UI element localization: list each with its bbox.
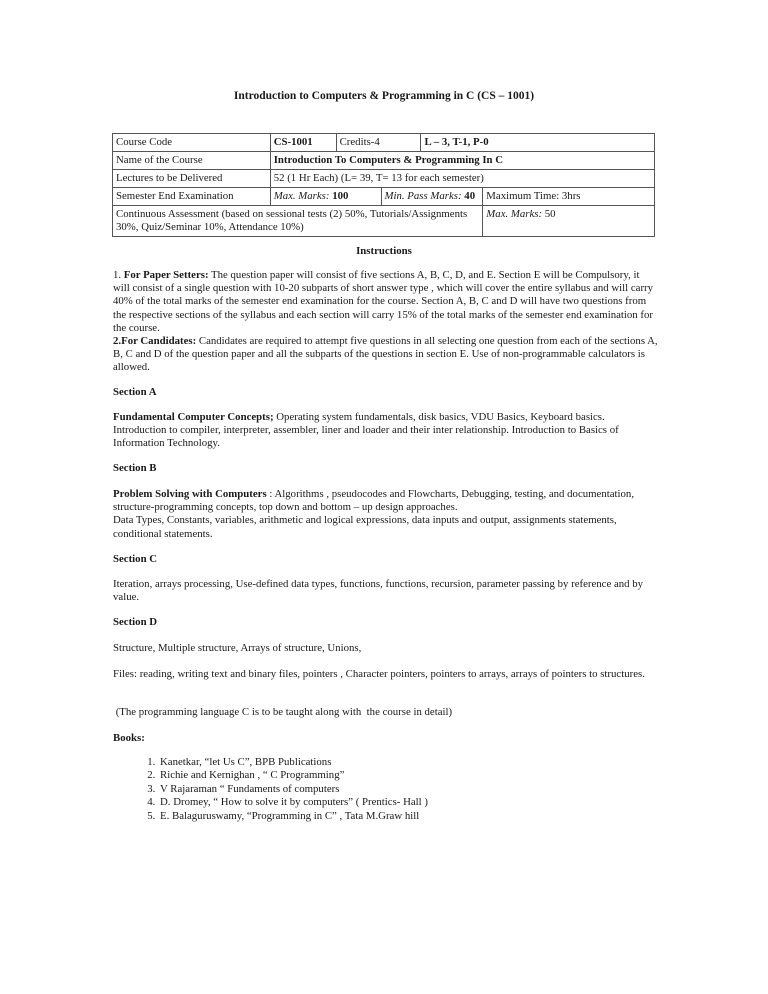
table-row bbox=[113, 188, 655, 206]
min-pass-cell bbox=[381, 188, 483, 206]
section-b-text: : Algorithms , pseudocodes and Flowcharts, Debugging, testing, and documentation, structure-programming concepts, top down and bottom – up design approaches. bbox=[113, 488, 635, 514]
books-heading: Books: bbox=[113, 732, 145, 744]
list-item: 2. Richie and Kernighan , “ C Programming” bbox=[158, 769, 658, 782]
table-row bbox=[113, 170, 655, 188]
section-a-body bbox=[113, 411, 658, 451]
table-row bbox=[113, 206, 655, 237]
ltp-value: L – 3, T-1, P-0 bbox=[421, 134, 655, 152]
table-row bbox=[113, 134, 655, 152]
instruction-number: 1. bbox=[113, 269, 124, 281]
paper-setters-label: For Paper Setters: bbox=[123, 269, 209, 281]
document-title: Introduction to Computers & Programming in C (CS – 1001) bbox=[233, 90, 535, 102]
list-item: 3. V Rajaraman “ Fundaments of computers bbox=[158, 783, 658, 796]
table-row bbox=[113, 152, 655, 170]
section-b-text-2: Data Types, Constants, variables, arithmetic and logical expressions, data inputs and output, assignments statements, conditional statements. bbox=[113, 514, 617, 540]
section-a-heading: Section A bbox=[113, 386, 157, 398]
max-marks-label: Max. Marks: bbox=[273, 190, 330, 202]
max-marks-cell bbox=[270, 188, 381, 206]
course-code-label: Course Code bbox=[113, 134, 271, 152]
section-b-heading: Section B bbox=[113, 462, 157, 474]
course-code-value: CS-1001 bbox=[270, 134, 336, 152]
section-b-topic: Problem Solving with Computers bbox=[113, 488, 267, 500]
max-time-value: Maximum Time: 3hrs bbox=[483, 188, 655, 206]
semester-exam-label: Semester End Examination bbox=[113, 188, 271, 206]
continuous-assessment-label: Continuous Assessment (based on sessional tests (2) 50%, Tutorials/Assignments 30%, Quiz/Seminar 10%, Attendance 10%) bbox=[113, 206, 483, 237]
max-marks-value: 100 bbox=[332, 190, 349, 202]
course-name-value: Introduction To Computers & Programming In C bbox=[270, 152, 654, 170]
course-name-label: Name of the Course bbox=[113, 152, 271, 170]
section-d-body-1: Structure, Multiple structure, Arrays of structure, Unions, bbox=[113, 642, 362, 654]
section-a-text: Operating system fundamentals, disk basics, VDU Basics, Keyboard basics. Introduction to compiler, interpreter, assembler, liner and loader and their inter relationship. Introduction to Basics of Information Technology. bbox=[113, 411, 619, 450]
section-d-note: (The programming language C is to be taught along with the course in detail) bbox=[113, 706, 453, 718]
credits-value: Credits-4 bbox=[336, 134, 421, 152]
ca-max-marks-value: 50 bbox=[544, 208, 556, 220]
min-pass-label: Min. Pass Marks: bbox=[384, 190, 462, 202]
list-item: 1. Kanetkar, “let Us C”, BPB Publications bbox=[158, 756, 658, 769]
lectures-label: Lectures to be Delivered bbox=[113, 170, 271, 188]
section-c-body: Iteration, arrays processing, Use-defined data types, functions, functions, recursion, parameter passing by reference and by value. bbox=[113, 578, 644, 604]
section-a-topic: Fundamental Computer Concepts; bbox=[113, 411, 274, 423]
instructions-paper-setters bbox=[113, 269, 658, 375]
section-d-body-2: Files: reading, writing text and binary files, pointers , Character pointers, pointers to arrays, arrays of pointers to structures. bbox=[113, 668, 645, 680]
section-c-heading: Section C bbox=[113, 553, 158, 565]
candidates-text: Candidates are required to attempt five questions in all selecting one question from each of the sections A, B, C and D of the question paper and all the subparts of the questions in section E. Use of non-programmable calculators is allowed. bbox=[113, 335, 658, 374]
section-d-heading: Section D bbox=[113, 616, 158, 628]
min-pass-value: 40 bbox=[464, 190, 476, 202]
section-b-body bbox=[113, 488, 658, 541]
ca-max-marks-label: Max. Marks: bbox=[486, 208, 543, 220]
books-list bbox=[130, 756, 658, 823]
list-item: 4. D. Dromey, “ How to solve it by computers” ( Prentics- Hall ) bbox=[158, 796, 658, 809]
lectures-value: 52 (1 Hr Each) (L= 39, T= 13 for each semester) bbox=[270, 170, 654, 188]
ca-marks-cell bbox=[483, 206, 655, 237]
list-item: 5. E. Balaguruswamy, “Programming in C” , Tata M.Graw hill bbox=[158, 810, 658, 823]
candidates-label: 2.For Candidates: bbox=[113, 335, 197, 348]
course-info-table bbox=[112, 133, 655, 237]
instructions-heading: Instructions bbox=[356, 245, 412, 257]
paper-setters-text: The question paper will consist of five sections A, B, C, D, and E. Section E will be Compulsory, it will consist of a single question with 10-20 subparts of short answer type , which will cover the entire syllabus and will carry 40% of the total marks of the semester end examination for the course. Section A, B, C and D will have two questions from the respective sections of the syllabus and each section will carry 15% of the total marks of the semester end examination for the course. bbox=[113, 269, 654, 334]
